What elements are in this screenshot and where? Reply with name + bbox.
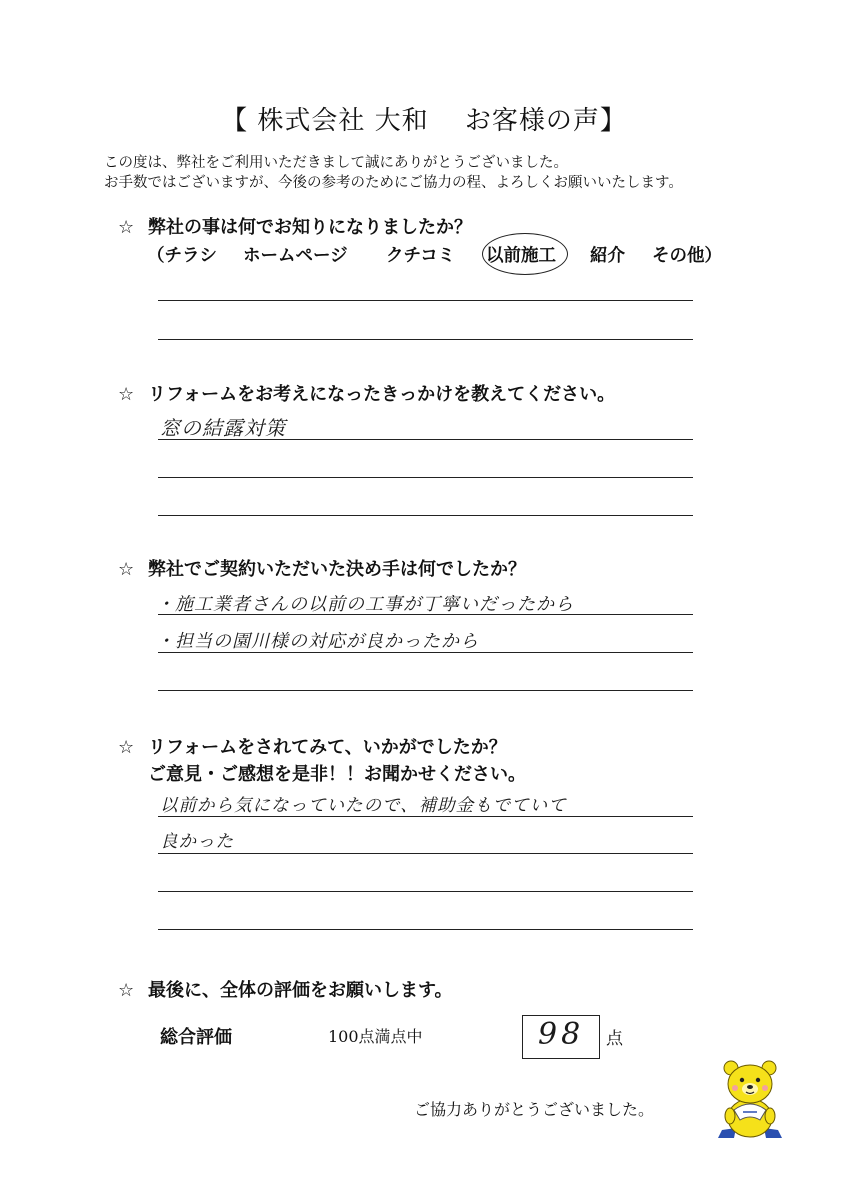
intro-line-2: お手数ではございますが、今後の参考のためにご協力の程、よろしくお願いいたします。 [104, 175, 683, 191]
bear-mascot-icon [716, 1058, 784, 1140]
question-1-text: 弊社の事は何でお知りになりましたか？ [148, 217, 472, 238]
question-1-option-word-of-mouth: クチコミ [386, 246, 456, 266]
question-1-option-flyer: （チラシ [147, 246, 217, 266]
handwritten-answer: 窓の結露対策 [160, 416, 286, 440]
answer-line [158, 477, 693, 478]
question-2 [118, 380, 615, 406]
question-1 [118, 213, 472, 239]
score-value: 98 [538, 1017, 585, 1052]
question-1-option-referral: 紹介 [590, 246, 625, 266]
answer-line [158, 929, 693, 930]
score-unit: 点 [606, 1029, 623, 1049]
rating-label: 総合評価 [160, 1027, 232, 1048]
question-4 [118, 733, 507, 759]
answer-line [158, 300, 693, 301]
question-1-option-other: その他） [652, 246, 722, 266]
question-2-text: リフォームをお考えになったきっかけを教えてください。 [148, 384, 616, 405]
star-icon: ☆ [118, 384, 135, 405]
star-icon: ☆ [118, 980, 135, 1001]
question-5-text: 最後に、全体の評価をお願いします。 [148, 980, 453, 1001]
question-4-text: リフォームをされてみて、いかがでしたか？ [148, 737, 507, 758]
question-3 [118, 555, 526, 581]
answer-circle-mark [482, 233, 568, 275]
answer-line [158, 690, 693, 691]
question-4-text-2: ご意見・ご感想を是非！！お聞かせください。 [148, 764, 526, 785]
rating-scale: 100点満点中 [328, 1027, 423, 1046]
star-icon: ☆ [118, 737, 135, 758]
thanks-message: ご協力ありがとうございました。 [414, 1100, 655, 1119]
question-1-option-homepage: ホームページ [243, 246, 348, 266]
answer-line [158, 816, 693, 817]
answer-line [158, 614, 693, 615]
question-3-text: 弊社でご契約いただいた決め手は何でしたか？ [148, 559, 526, 580]
answer-line [158, 439, 693, 440]
answer-line [158, 891, 693, 892]
intro-line-1: この度は、弊社をご利用いただきまして誠にありがとうございました。 [104, 155, 568, 171]
answer-line [158, 853, 693, 854]
star-icon: ☆ [118, 217, 135, 238]
handwritten-answer: 良かった [160, 832, 234, 852]
answer-line [158, 652, 693, 653]
handwritten-answer: ・施工業者さんの以前の工事が丁寧いだったから [156, 594, 574, 615]
page-title: 【 株式会社 大和 お客様の声】 [221, 106, 627, 136]
handwritten-answer: 以前から気になっていたので、補助金もでていて [160, 796, 567, 816]
star-icon: ☆ [118, 559, 135, 580]
answer-line [158, 339, 693, 340]
question-1-option-previous-work: 以前施工 [486, 246, 556, 266]
handwritten-answer: ・担当の園川様の対応が良かったから [156, 631, 479, 652]
question-5 [118, 976, 453, 1002]
answer-line [158, 515, 693, 516]
